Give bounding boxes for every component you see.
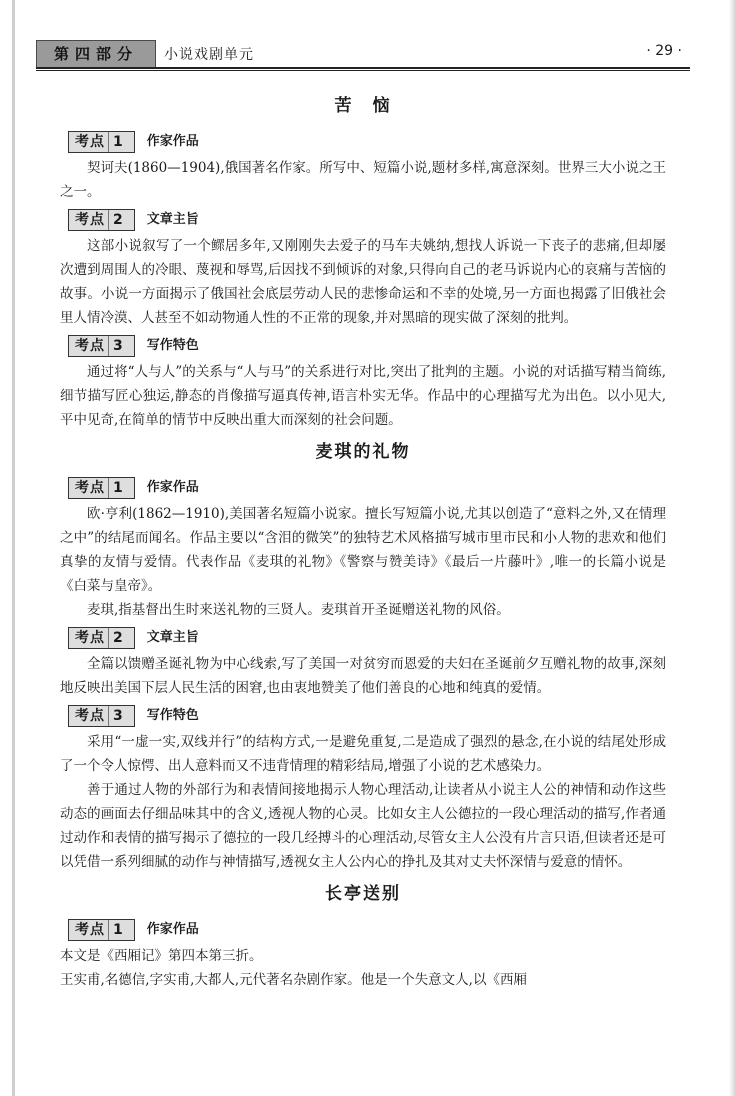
section-title: 麦琪的礼物 (315, 442, 411, 462)
kaodian-label: 作家作品 (146, 134, 199, 149)
paragraph: 采用“一虚一实,双线并行”的结构方式,一是避免重复,二是造成了强烈的悬念,在小说的结尾处形成了一个令人惊愕、出人意料而又不违背情理的精彩结局,增强了小说的艺术感染力。 (60, 734, 666, 774)
kaodian-header (68, 332, 666, 360)
paragraph: 麦琪,指基督出生时来送礼物的三贤人。麦琪首开圣诞赠送礼物的风俗。 (87, 602, 510, 618)
section-title: 长亭送别 (325, 884, 401, 904)
unit-title: 小说戏剧单元 (164, 47, 254, 63)
paragraph: 欧·亨利(1862—1910),美国著名短篇小说家。擅长写短篇小说,尤其以创造了“意料之外,又在情理之中”的结尾而闻名。作品主要以“含泪的微笑”的独特艺术风格描写城市里市民和小人物的悲欢和他们真挚的友情与爱情。代表作品《麦琪的礼物》《警察与赞美诗》《最后一片藤叶》,唯一的长篇小说是《白菜与皇帝》。 (60, 506, 666, 594)
paragraph: 通过将“人与人”的关系与“人与马”的关系进行对比,突出了批判的主题。小说的对话描写精当简练,细节描写匠心独运,静态的肖像描写逼真传神,语言朴实无华。作品中的心理描写尤为出色。以小见大,平中见奇,在简单的情节中反映出重大而深刻的社会问题。 (60, 364, 666, 428)
section-title: 苦 恼 (334, 96, 392, 116)
kaodian-header (68, 128, 666, 156)
page-number: · 29 · (646, 43, 682, 59)
kaodian-label: 作家作品 (146, 480, 199, 495)
kaodian-header (68, 702, 666, 730)
kaodian-header (68, 916, 666, 944)
kaodian-label: 作家作品 (146, 922, 199, 937)
kaodian-header (68, 474, 666, 502)
kaodian-label: 文章主旨 (146, 212, 199, 227)
kaodian-label: 写作特色 (146, 708, 199, 723)
kaodian-badge: 考点 2 (68, 209, 135, 231)
kaodian-header (68, 624, 666, 652)
kaodian-badge: 考点 1 (68, 477, 135, 499)
kaodian-badge: 考点 1 (68, 919, 135, 941)
part-label: 第四部分 (36, 40, 156, 68)
paragraph: 善于通过人物的外部行为和表情间接地揭示人物心理活动,让读者从小说主人公的神情和动作这些动态的画面去仔细品味其中的含义,透视人物的心灵。比如女主人公德拉的一段心理活动的描写,作者通过动作和表情的描写揭示了德拉的一段几经搏斗的心理活动,尽管女主人公没有片言只语,但读者还是可以凭借一系列细腻的动作与神情描写,透视女主人公内心的挣扎及其对丈夫怀深情与爱意的情怀。 (60, 782, 666, 870)
paragraph: 这部小说叙写了一个鳏居多年,又刚刚失去爱子的马车夫姚纳,想找人诉说一下丧子的悲痛,但却屡次遭到周围人的冷眼、蔑视和辱骂,后因找不到倾诉的对象,只得向自己的老马诉说内心的哀痛与苦恼的故事。小说一方面揭示了俄国社会底层劳动人民的悲惨命运和不幸的处境,另一方面也揭露了旧俄社会里人情冷漠、人甚至不如动物通人性的不正常的现象,并对黑暗的现实做了深刻的批判。 (60, 238, 666, 326)
kaodian-badge: 考点 3 (68, 705, 135, 727)
kaodian-badge: 考点 2 (68, 627, 135, 649)
header-rule (36, 67, 690, 71)
paragraph: 王实甫,名德信,字实甫,大都人,元代著名杂剧作家。他是一个失意文人,以《西厢 (60, 972, 527, 988)
kaodian-label: 文章主旨 (146, 630, 199, 645)
page-header (30, 40, 690, 70)
kaodian-header (68, 206, 666, 234)
page-left-edge (12, 0, 15, 1096)
page-right-edge (729, 0, 735, 1096)
kaodian-label: 写作特色 (146, 338, 199, 353)
paragraph: 本文是《西厢记》第四本第三折。 (60, 948, 263, 964)
kaodian-badge: 考点 3 (68, 335, 135, 357)
page-content (60, 86, 666, 992)
paragraph: 全篇以馈赠圣诞礼物为中心线索,写了美国一对贫穷而恩爱的夫妇在圣诞前夕互赠礼物的故事,深刻地反映出美国下层人民生活的困窘,也由衷地赞美了他们善良的心地和纯真的爱情。 (60, 656, 666, 696)
kaodian-badge: 考点 1 (68, 131, 135, 153)
paragraph: 契诃夫(1860—1904),俄国著名作家。所写中、短篇小说,题材多样,寓意深刻。世界三大小说之王之一。 (60, 160, 666, 200)
